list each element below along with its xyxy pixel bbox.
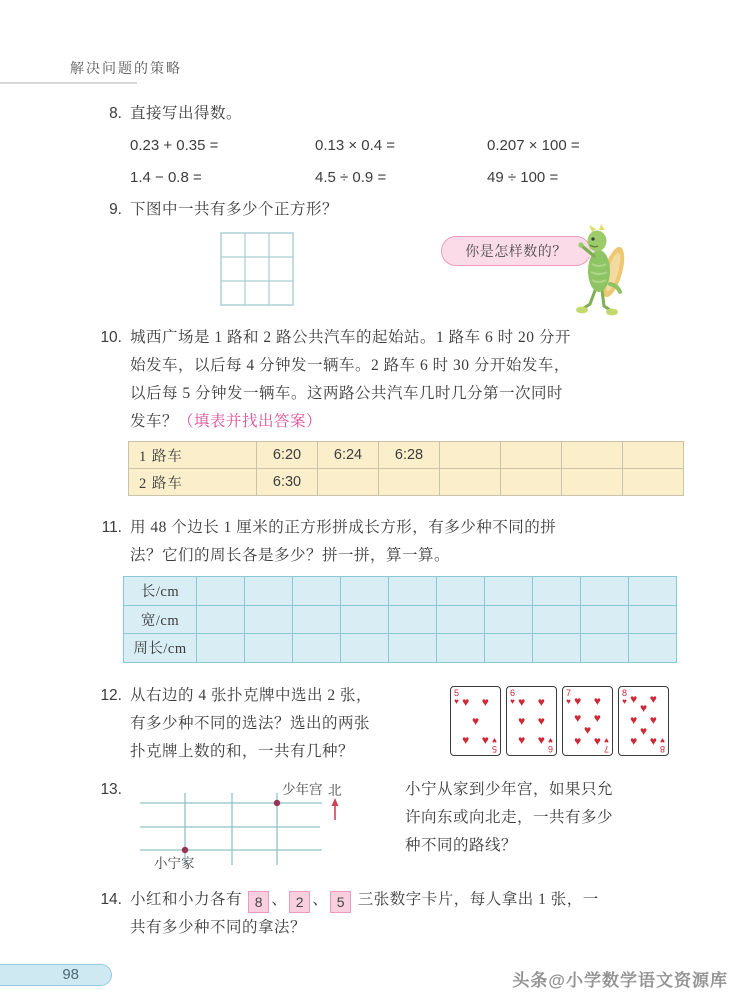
table-cell	[389, 577, 437, 606]
heart-icon: ♥	[574, 693, 582, 708]
route-map-figure	[130, 778, 360, 872]
home-dot	[182, 847, 188, 853]
table-cell	[293, 605, 341, 634]
square-grid-figure	[220, 232, 294, 306]
heart-icon: ♥	[462, 694, 470, 709]
table-cell	[533, 577, 581, 606]
table-cell	[533, 605, 581, 634]
heart-icon: ♥	[481, 694, 489, 709]
table-cell	[501, 442, 562, 469]
table-row	[124, 605, 677, 634]
north-label: 北	[328, 783, 342, 798]
table-cell	[440, 442, 501, 469]
table-cell	[623, 469, 684, 496]
row-label: 1 路车	[129, 442, 257, 469]
heart-icon: ♥	[537, 694, 545, 709]
problem-11-line: 法？它们的周长各是多少？拼一拼，算一算。	[130, 547, 451, 564]
heart-icon: ♥	[630, 734, 638, 749]
card-corner: 6 ♥	[510, 688, 516, 706]
heart-icon: ♥	[537, 714, 545, 728]
heart-icon: ♥	[649, 712, 657, 727]
table-row	[124, 577, 677, 606]
heart-icon: ♥	[660, 736, 665, 745]
palace-dot	[274, 800, 280, 806]
digit-card: 5	[330, 891, 351, 913]
problem-13-line: 许向东或向北走，一共有多少	[405, 809, 614, 826]
heart-icon: ♥	[492, 736, 497, 745]
table-cell	[293, 577, 341, 606]
problem-10-line-text: 发车？	[130, 413, 179, 430]
expression: 0.13 × 0.4 =	[315, 137, 396, 154]
table-cell	[485, 577, 533, 606]
section-title: 解决问题的策略	[70, 62, 182, 77]
heart-icon: ♥	[518, 714, 526, 728]
problem-10-line: 以后每 5 分钟发一辆车。这两路公共汽车几时几分第一次同时	[130, 385, 564, 402]
table-cell	[318, 469, 379, 496]
table-cell	[629, 577, 677, 606]
table-cell: 6:30	[257, 469, 318, 496]
heart-icon: ♥	[583, 722, 592, 737]
problem-number: 12.	[100, 687, 122, 704]
heart-icon: ♥	[639, 701, 648, 716]
table-cell	[245, 577, 293, 606]
problem-14-line	[130, 886, 675, 914]
rectangle-dimensions-table	[123, 576, 677, 663]
card-corner: 7 ♥	[603, 736, 609, 754]
heart-icon: ♥	[574, 734, 582, 749]
table-cell	[379, 469, 440, 496]
table-cell	[623, 442, 684, 469]
problem-14-text: 小红和小力各有	[130, 891, 243, 908]
row-label: 周长/cm	[124, 634, 197, 663]
watermark: 头条@小学数学语文资源库	[512, 971, 728, 990]
card-corner: 8 ♥	[659, 736, 665, 754]
bus-schedule-table	[128, 441, 684, 496]
problem-number: 10.	[100, 329, 122, 346]
table-cell	[437, 577, 485, 606]
separator: 、	[271, 891, 288, 908]
table-cell	[197, 634, 245, 663]
playing-cards-row	[450, 686, 669, 756]
problem-12-line: 有多少种不同的选法？选出的两张	[130, 715, 371, 732]
heart-icon: ♥	[593, 693, 601, 708]
table-cell	[629, 605, 677, 634]
table-row	[129, 469, 684, 496]
problem-9-title: 下图中一共有多少个正方形？	[130, 201, 339, 218]
playing-card-5-hearts	[450, 686, 501, 756]
card-corner: 5 ♥	[491, 736, 497, 754]
problem-number: 8.	[109, 105, 122, 122]
home-label: 小宁家	[154, 856, 195, 871]
expression: 49 ÷ 100 =	[487, 169, 559, 186]
table-cell	[341, 577, 389, 606]
expression: 0.207 × 100 =	[487, 137, 580, 154]
problem-8-title: 直接写出得数。	[130, 105, 243, 122]
grasshopper-mascot-illustration	[566, 224, 640, 318]
problem-number: 14.	[100, 891, 122, 908]
card-corner: 7 ♥	[566, 688, 572, 706]
table-cell	[197, 577, 245, 606]
expression: 4.5 ÷ 0.9 =	[315, 169, 387, 186]
table-cell	[581, 577, 629, 606]
heart-icon: ♥	[649, 692, 657, 707]
problem-14-line: 共有多少种不同的拿法？	[130, 919, 307, 936]
table-row	[129, 442, 684, 469]
table-cell: 6:28	[379, 442, 440, 469]
heart-icon: ♥	[622, 697, 627, 706]
table-cell	[581, 634, 629, 663]
problem-10-line: 城西广场是 1 路和 2 路公共汽车的起始站。1 路车 6 时 20 分开	[130, 329, 571, 346]
table-cell	[581, 605, 629, 634]
problem-12-line: 从右边的 4 张扑克牌中选出 2 张，	[130, 687, 373, 704]
table-row	[124, 634, 677, 663]
table-cell	[501, 469, 562, 496]
problem-13-text	[405, 776, 677, 860]
problem-13-line: 小宁从家到少年宫，如果只允	[405, 781, 614, 798]
table-cell	[485, 634, 533, 663]
heart-icon: ♥	[593, 734, 601, 749]
table-cell	[293, 634, 341, 663]
table-cell: 6:24	[318, 442, 379, 469]
playing-card-8-hearts	[618, 686, 669, 756]
table-cell	[341, 605, 389, 634]
problem-10-line: 始发车，以后每 4 分钟发一辆车。2 路车 6 时 30 分开始发车，	[130, 357, 570, 374]
problem-13-line: 种不同的路线？	[405, 837, 518, 854]
table-cell	[629, 634, 677, 663]
table-cell	[389, 634, 437, 663]
heart-icon: ♥	[566, 697, 571, 706]
table-cell	[389, 605, 437, 634]
heart-icon: ♥	[630, 692, 638, 707]
heart-icon: ♥	[639, 723, 648, 738]
heart-icon: ♥	[518, 733, 526, 748]
problem-12-line: 扑克牌上数的和，一共有几种？	[130, 743, 355, 760]
heart-icon: ♥	[593, 711, 601, 726]
card-corner: 6 ♥	[547, 736, 553, 754]
playing-card-6-hearts	[506, 686, 557, 756]
heart-icon: ♥	[548, 736, 553, 745]
table-cell	[197, 605, 245, 634]
expression: 1.4 − 0.8 =	[130, 169, 202, 186]
table-cell	[245, 605, 293, 634]
table-cell	[245, 634, 293, 663]
heart-icon: ♥	[454, 697, 459, 706]
north-arrow-icon	[332, 798, 339, 820]
problem-number: 9.	[109, 201, 122, 218]
heart-icon: ♥	[574, 711, 582, 726]
problem-number: 11.	[101, 519, 122, 536]
digit-card: 8	[248, 891, 269, 913]
row-label: 宽/cm	[124, 605, 197, 634]
heart-icon: ♥	[510, 697, 515, 706]
table-cell	[562, 469, 623, 496]
problem-11-line: 用 48 个边长 1 厘米的正方形拼成长方形，有多少种不同的拼	[130, 519, 557, 536]
table-cell	[485, 605, 533, 634]
heart-icon: ♥	[649, 734, 657, 749]
table-cell	[562, 442, 623, 469]
digit-card: 2	[289, 891, 310, 913]
problem-number: 13.	[100, 781, 122, 798]
heart-icon: ♥	[537, 733, 545, 748]
palace-label: 少年宫	[282, 782, 323, 797]
heart-icon: ♥	[518, 694, 526, 709]
table-cell	[437, 605, 485, 634]
page-number: 98	[62, 966, 79, 983]
separator: 、	[312, 891, 329, 908]
heart-icon: ♥	[481, 733, 489, 748]
heart-icon: ♥	[462, 733, 470, 748]
page-number-pill	[0, 964, 112, 986]
problem-14-text: 三张数字卡片，每人拿出 1 张，一	[357, 891, 599, 908]
table-cell	[440, 469, 501, 496]
playing-card-7-hearts	[562, 686, 613, 756]
speech-bubble-text: 你是怎样数的？	[465, 245, 567, 260]
problem-10-line	[130, 408, 675, 436]
card-corner: 5 ♥	[454, 688, 460, 706]
table-cell	[533, 634, 581, 663]
heart-icon: ♥	[604, 736, 609, 745]
card-corner: 8 ♥	[622, 688, 628, 706]
row-label: 2 路车	[129, 469, 257, 496]
heart-icon: ♥	[471, 714, 480, 728]
table-cell	[341, 634, 389, 663]
table-cell	[437, 634, 485, 663]
heart-icon: ♥	[630, 712, 638, 727]
fill-table-hint: （填表并找出答案）	[178, 413, 323, 430]
header-rule	[0, 82, 137, 84]
table-cell: 6:20	[257, 442, 318, 469]
row-label: 长/cm	[124, 577, 197, 606]
expression: 0.23 + 0.35 =	[130, 137, 219, 154]
